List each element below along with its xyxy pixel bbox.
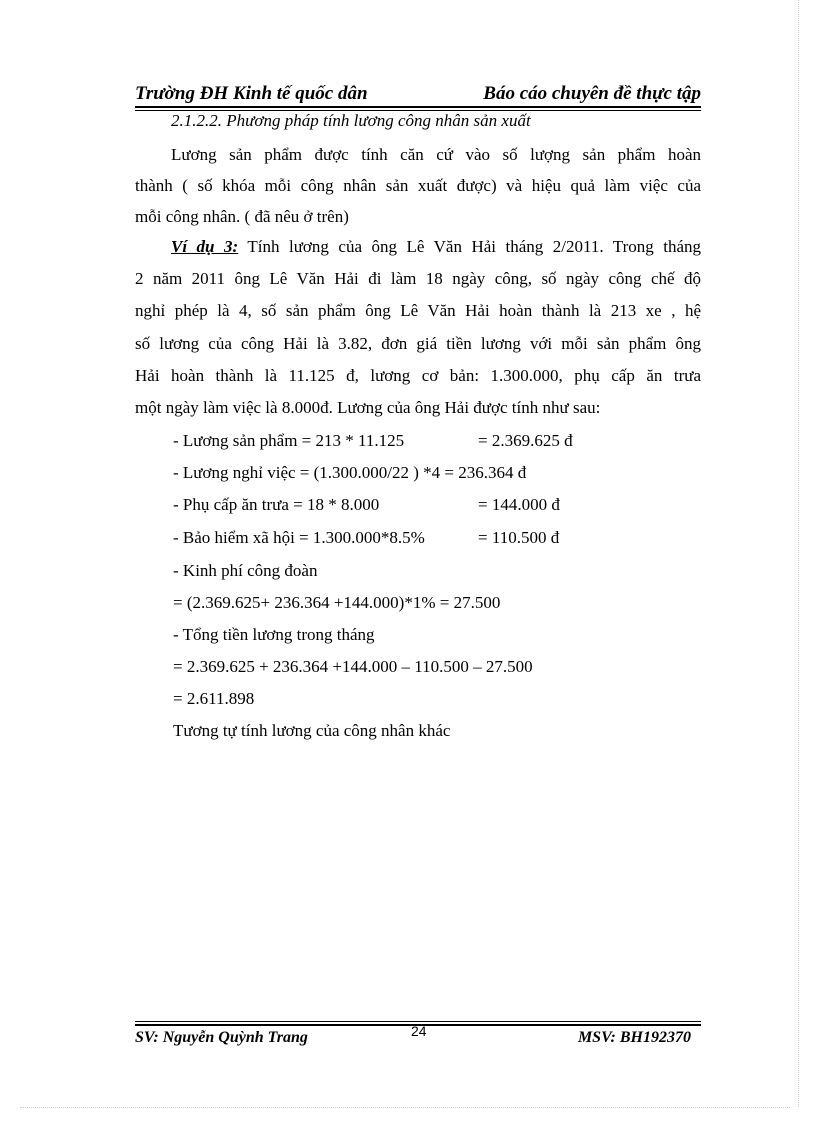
example-line: nghỉ phép là 4, số sản phẩm ông Lê Văn Hải hoàn thành là 213 xe , hệ bbox=[135, 301, 701, 320]
calc-label: - Lương sản phẩm = 213 * 11.125 bbox=[173, 431, 405, 450]
calc-result: = 144.000 đ bbox=[478, 495, 560, 514]
page-edge-right bbox=[798, 0, 799, 1107]
total-salary-label: - Tổng tiền lương trong tháng bbox=[173, 625, 375, 644]
example-intro: Tính lương của ông Lê Văn Hải tháng 2/2011. Trong tháng bbox=[238, 237, 702, 256]
footer-student-name: SV: Nguyễn Quỳnh Trang bbox=[135, 1029, 308, 1046]
example-label: Ví dụ 3: bbox=[171, 237, 239, 256]
page-number: 24 bbox=[411, 1023, 427, 1039]
calc-result: = 110.500 đ bbox=[478, 528, 560, 547]
footer-rule-thin bbox=[135, 1021, 701, 1022]
header-rule-thick bbox=[135, 106, 701, 108]
union-fee-formula: = (2.369.625+ 236.364 +144.000)*1% = 27.500 bbox=[173, 593, 501, 612]
footer-student-id: MSV: BH192370 bbox=[577, 1029, 691, 1046]
calc-result: = 2.369.625 đ bbox=[478, 431, 573, 450]
page-edge-bottom bbox=[20, 1107, 790, 1108]
page-header bbox=[135, 83, 701, 107]
example-line: Hải hoàn thành là 11.125 đ, lương cơ bản: 1.300.000, phụ cấp ăn trưa bbox=[135, 366, 701, 385]
paragraph-line: mỗi công nhân. ( đã nêu ở trên) bbox=[135, 207, 349, 226]
total-salary-result: = 2.611.898 bbox=[173, 689, 255, 708]
calc-label: - Phụ cấp ăn trưa = 18 * 8.000 bbox=[173, 495, 380, 514]
closing-line: Tương tự tính lương của công nhân khác bbox=[173, 721, 451, 740]
union-fee-label: - Kinh phí công đoàn bbox=[173, 561, 318, 580]
calc-label: - Bảo hiểm xã hội = 1.300.000*8.5% bbox=[173, 528, 425, 547]
example-line: 2 năm 2011 ông Lê Văn Hải đi làm 18 ngày công, số ngày công chế độ bbox=[135, 269, 701, 288]
section-title: 2.1.2.2. Phương pháp tính lương công nhân sản xuất bbox=[171, 111, 531, 130]
page-footer bbox=[135, 1023, 701, 1049]
total-salary-formula: = 2.369.625 + 236.364 +144.000 – 110.500 – 27.500 bbox=[173, 657, 533, 676]
example-line: số lương của công Hải là 3.82, đơn giá tiền lương với mỗi sản phẩm ông bbox=[135, 334, 701, 353]
paragraph-line: Lương sản phẩm được tính căn cứ vào số lượng sản phẩm hoàn bbox=[171, 145, 701, 164]
header-report-title: Báo cáo chuyên đề thực tập bbox=[483, 83, 701, 104]
calc-label: - Lương nghỉ việc = (1.300.000/22 ) *4 = 236.364 đ bbox=[173, 463, 527, 482]
example-first-line bbox=[171, 237, 701, 257]
example-line: một ngày làm việc là 8.000đ. Lương của ông Hải được tính như sau: bbox=[135, 398, 601, 417]
header-school: Trường ĐH Kinh tế quốc dân bbox=[135, 83, 368, 104]
paragraph-line: thành ( số khóa mỗi công nhân sản xuất được) và hiệu quả làm việc của bbox=[135, 176, 701, 195]
